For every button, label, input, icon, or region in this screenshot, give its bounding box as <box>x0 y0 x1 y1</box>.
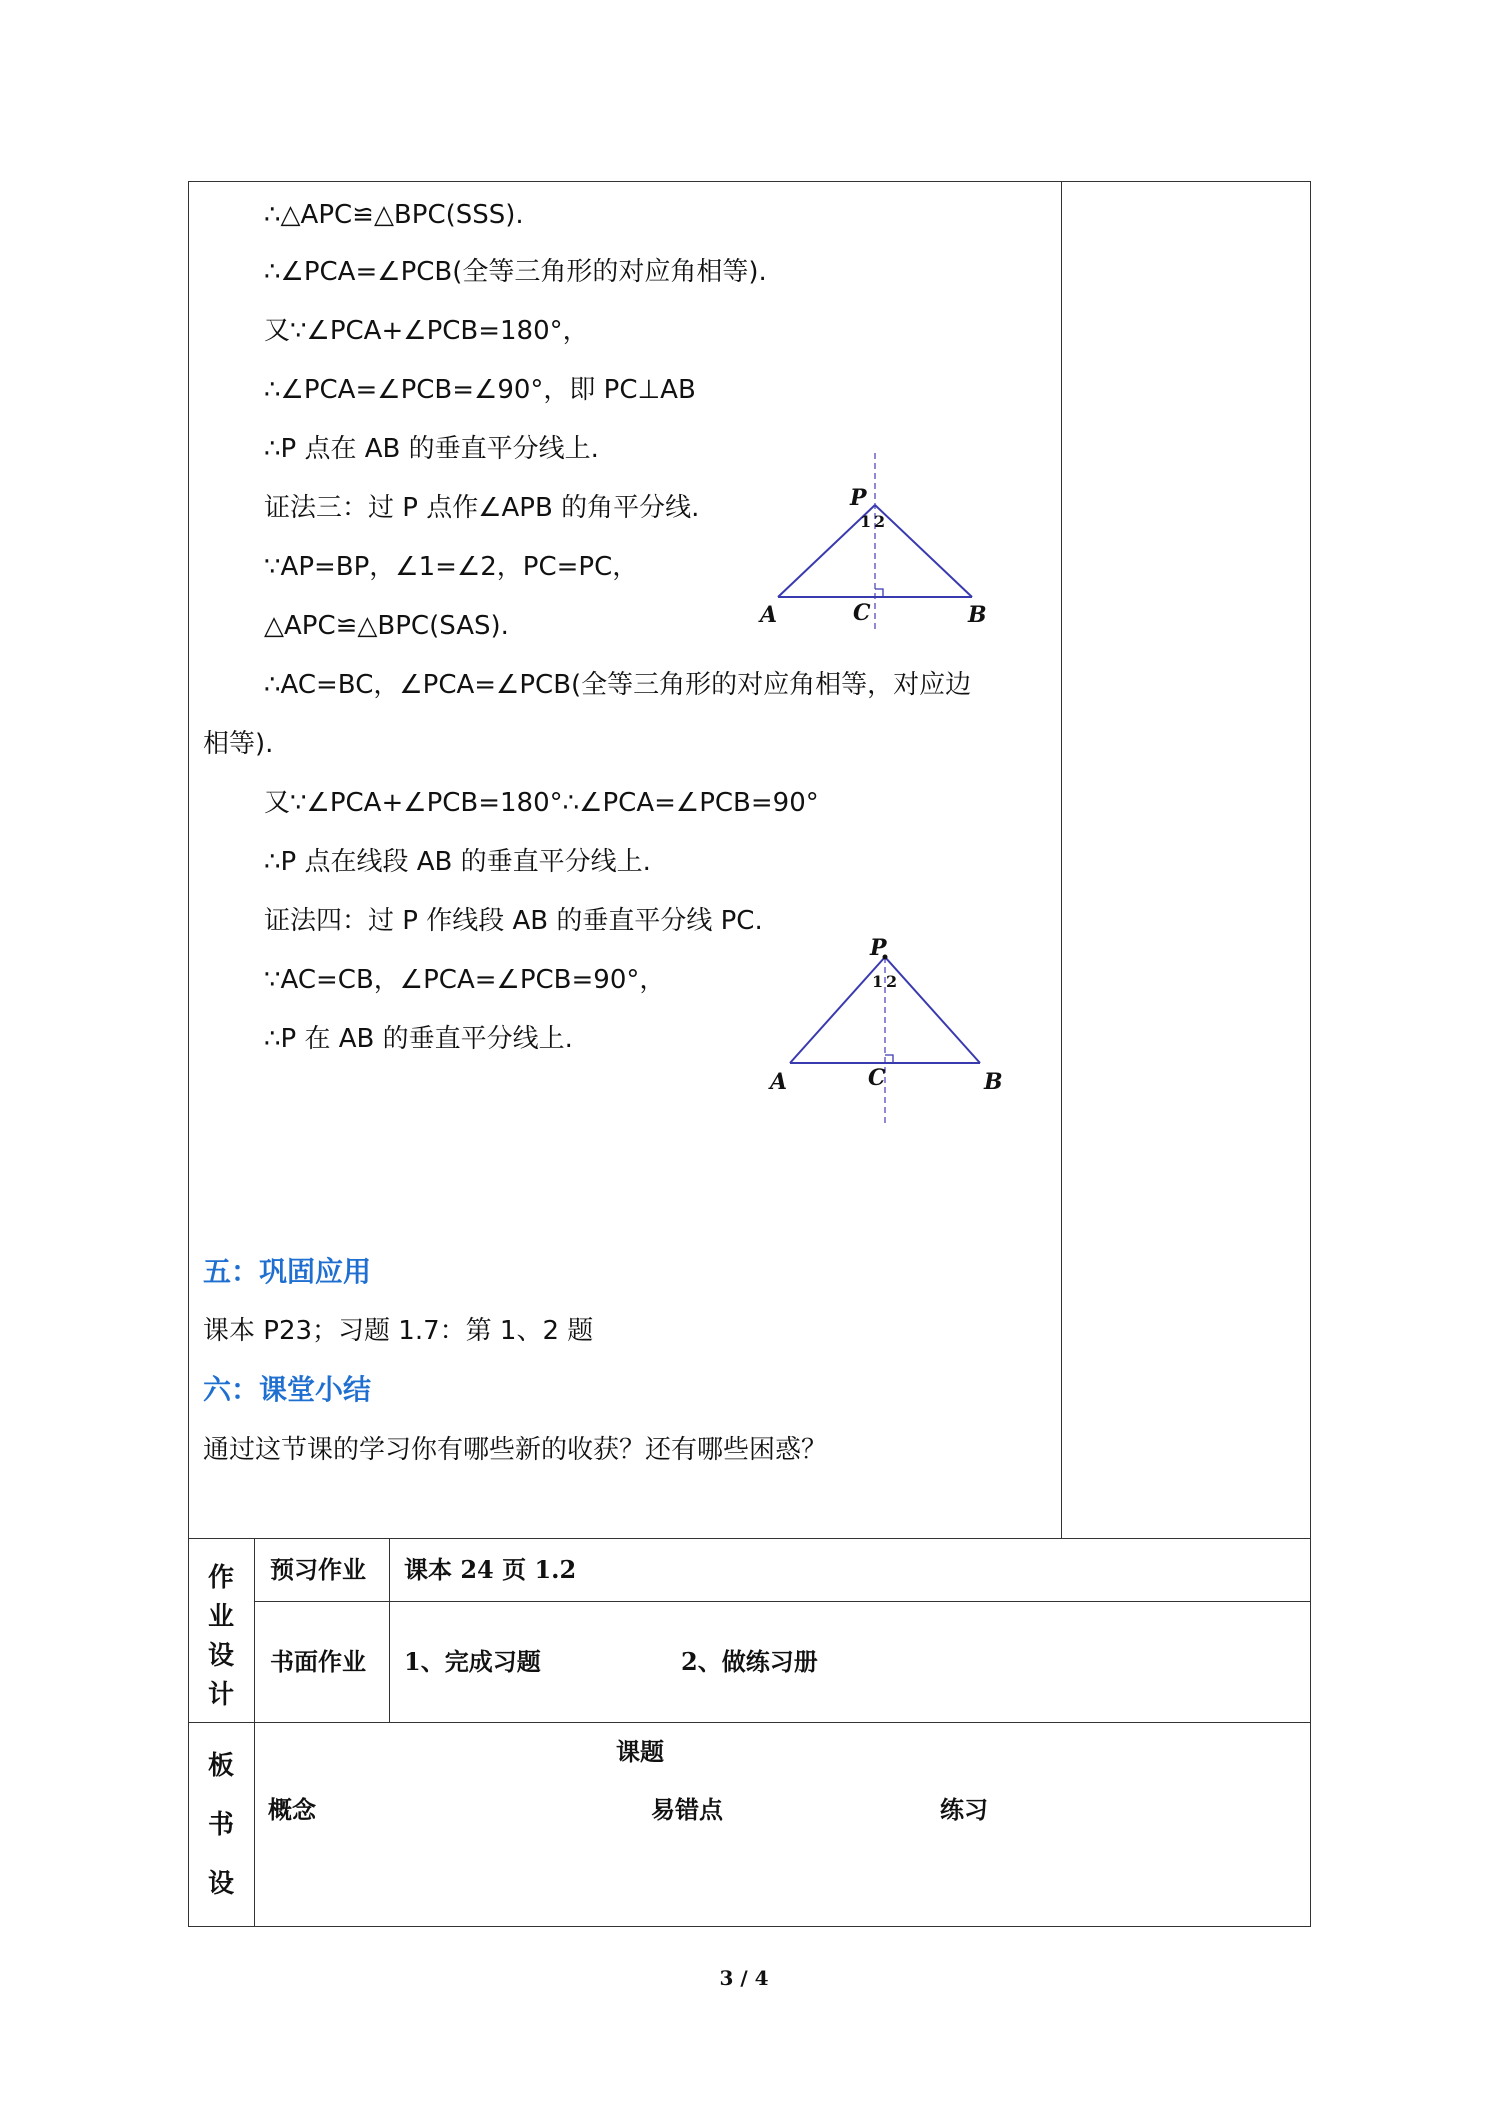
preview-homework-label: 预习作业 <box>270 1555 366 1584</box>
homework-type-divider <box>389 1538 390 1722</box>
right-column-divider <box>1061 181 1062 1538</box>
page-number: 3 / 4 <box>719 1966 769 1990</box>
proof-line: ∴P 点在线段 AB 的垂直平分线上. <box>264 847 651 877</box>
right-angle-mark <box>875 589 883 597</box>
homework-label-char: 计 <box>207 1680 234 1710</box>
point-p-label: P <box>870 935 887 961</box>
homework-label-char: 作 <box>207 1563 234 1593</box>
triangle-figure-perpendicular <box>760 935 1010 1130</box>
angle-1-label: 1 <box>860 512 872 531</box>
proof-line: ∵AP=BP，∠1=∠2，PC=PC， <box>264 552 639 582</box>
homework-label-char: 业 <box>207 1602 234 1632</box>
board-row-top-border <box>188 1722 1311 1723</box>
point-c-label: C <box>853 600 871 626</box>
point-b-label: B <box>968 602 987 628</box>
board-label-char: 板 <box>207 1751 234 1781</box>
written-homework-item: 2、做练习册 <box>681 1647 818 1676</box>
proof-line: ∵AC=CB，∠PCA=∠PCB=90°， <box>264 965 666 995</box>
proof-line: 证法三：过 P 点作∠APB 的角平分线. <box>264 493 700 523</box>
point-a-label: A <box>770 1069 788 1095</box>
proof-line: △APC≌△BPC(SAS). <box>264 611 509 641</box>
homework-label-char: 设 <box>207 1641 234 1671</box>
section-heading-consolidation: 五：巩固应用 <box>203 1255 372 1288</box>
proof-line: 证法四：过 P 作线段 AB 的垂直平分线 PC. <box>264 906 763 936</box>
section-heading-summary: 六：课堂小结 <box>203 1373 372 1406</box>
proof-line: ∴△APC≌△BPC(SSS). <box>264 200 524 230</box>
angle-1-label: 1 <box>872 972 884 991</box>
proof-line: ∴AC=BC，∠PCA=∠PCB(全等三角形的对应角相等，对应边 <box>264 670 972 700</box>
board-label-char: 书 <box>207 1810 234 1840</box>
proof-line: 又∵∠PCA+∠PCB=180°， <box>264 316 589 346</box>
written-homework-label: 书面作业 <box>270 1647 366 1676</box>
triangle-figure-bisector <box>750 445 1000 635</box>
label-column-divider <box>254 1538 255 1927</box>
homework-inner-border <box>254 1601 1311 1602</box>
preview-homework-content: 课本 24 页 1.2 <box>404 1555 577 1584</box>
proof-line: ∴P 在 AB 的垂直平分线上. <box>264 1024 573 1054</box>
point-c-label: C <box>868 1065 886 1091</box>
consolidation-text: 课本 P23；习题 1.7：第 1、2 题 <box>203 1316 594 1346</box>
point-p-label: P <box>850 485 867 511</box>
angle-2-label: 2 <box>886 972 898 991</box>
proof-line: ∴∠PCA=∠PCB(全等三角形的对应角相等). <box>264 257 767 287</box>
side-pa <box>790 957 885 1063</box>
side-pb <box>885 957 980 1063</box>
written-homework-item: 1、完成习题 <box>404 1647 541 1676</box>
board-column-concept: 概念 <box>268 1795 316 1824</box>
summary-text: 通过这节课的学习你有哪些新的收获？还有哪些困惑？ <box>203 1435 828 1465</box>
proof-line: ∴P 点在 AB 的垂直平分线上. <box>264 434 599 464</box>
point-a-label: A <box>760 602 778 628</box>
proof-line: 相等). <box>203 729 274 759</box>
board-label-char: 设 <box>207 1869 234 1899</box>
right-angle-mark <box>885 1055 893 1063</box>
homework-row-top-border <box>188 1538 1311 1539</box>
board-title: 课题 <box>616 1737 664 1766</box>
proof-line: 又∵∠PCA+∠PCB=180°∴∠PCA=∠PCB=90° <box>264 788 819 818</box>
side-pb <box>875 505 972 597</box>
board-column-pitfalls: 易错点 <box>651 1795 723 1824</box>
board-column-practice: 练习 <box>940 1795 988 1824</box>
point-b-label: B <box>984 1069 1003 1095</box>
angle-2-label: 2 <box>874 512 886 531</box>
proof-line: ∴∠PCA=∠PCB=∠90°，即 PC⊥AB <box>264 375 696 405</box>
